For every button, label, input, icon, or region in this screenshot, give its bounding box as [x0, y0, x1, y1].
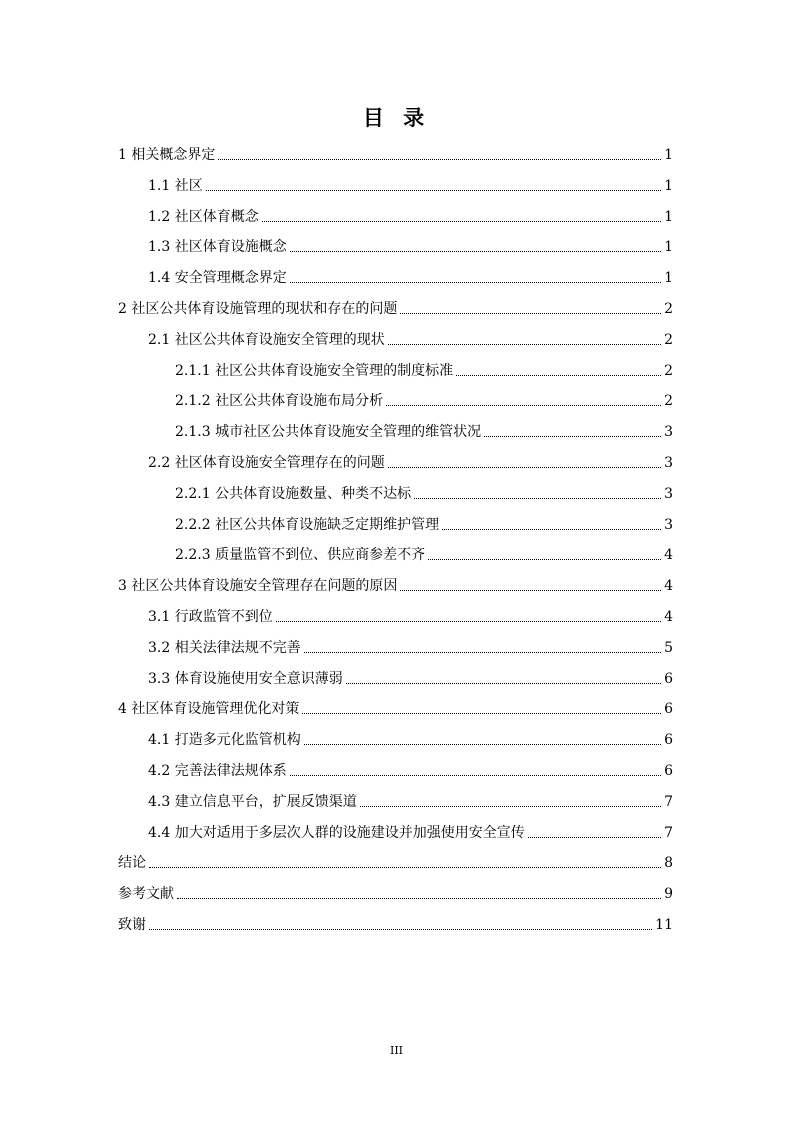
dot-leader [346, 683, 661, 684]
toc-entry[interactable] [148, 169, 673, 195]
toc-entry[interactable] [148, 723, 673, 749]
toc-entry-page-number: 3 [664, 485, 673, 502]
toc-entry[interactable] [148, 754, 673, 780]
toc-entry[interactable] [118, 569, 673, 595]
toc-entry[interactable] [175, 354, 673, 380]
toc-entry-label: 2.1 社区公共体育设施安全管理的现状 [148, 331, 385, 348]
toc-entry-label: 1.1 社区 [148, 177, 203, 194]
toc-entry[interactable] [148, 200, 673, 226]
toc-entry[interactable] [148, 662, 673, 688]
toc-entry-page-number: 11 [655, 917, 673, 933]
toc-entry[interactable] [175, 477, 673, 503]
toc-entry-page-number: 2 [664, 301, 673, 317]
toc-entry-label: 1 相关概念界定 [118, 147, 216, 163]
toc-entry-page-number: 3 [664, 516, 673, 533]
toc-entry-page-number: 6 [664, 670, 673, 687]
toc-entry-page-number: 3 [664, 455, 673, 471]
toc-entry-label: 2.2.1 公共体育设施数量、种类不达标 [175, 485, 412, 502]
toc-entry-label: 2.2 社区体育设施安全管理存在的问题 [148, 455, 385, 471]
dot-leader [400, 590, 661, 591]
dot-leader [388, 344, 661, 345]
toc-entry-label: 3 社区公共体育设施安全管理存在问题的原因 [118, 578, 398, 595]
toc-entry-page-number: 2 [664, 393, 673, 410]
dot-leader [428, 559, 661, 560]
toc-entry[interactable] [175, 384, 673, 410]
toc-entry[interactable] [175, 415, 673, 441]
toc-entry-page-number: 6 [664, 732, 673, 749]
toc-entry[interactable] [118, 908, 673, 934]
dot-leader [149, 867, 661, 868]
toc-entry-label: 3.2 相关法律法规不完善 [148, 639, 301, 656]
dot-leader [456, 375, 661, 376]
toc-entry-label: 1.3 社区体育设施概念 [148, 239, 287, 256]
dot-leader [442, 529, 661, 530]
toc-entry-page-number: 6 [664, 763, 673, 779]
dot-leader [276, 621, 661, 622]
dot-leader [304, 652, 661, 653]
toc-entry[interactable] [148, 230, 673, 256]
toc-entry[interactable] [148, 323, 673, 349]
toc-entry-page-number: 2 [664, 331, 673, 348]
dot-leader [149, 929, 652, 930]
dot-leader [304, 744, 661, 745]
toc-entry-label: 4.1 打造多元化监管机构 [148, 732, 301, 749]
toc-entry[interactable] [175, 508, 673, 534]
toc-entry-label: 2.2.2 社区公共体育设施缺乏定期维护管理 [175, 516, 440, 533]
dot-leader [484, 436, 661, 437]
dot-leader [262, 221, 661, 222]
toc-entry-page-number: 1 [664, 177, 673, 194]
toc-entry-label: 2.1.3 城市社区公共体育设施安全管理的维管状况 [175, 424, 482, 441]
dot-leader [388, 467, 661, 468]
toc-entry-page-number: 3 [664, 424, 673, 441]
dot-leader [400, 313, 661, 314]
dot-leader [360, 806, 661, 807]
toc-entry-label: 2.2.3 质量监管不到位、供应商参差不齐 [175, 547, 426, 564]
toc-entry-label: 4.3 建立信息平台，扩展反馈渠道 [148, 793, 357, 810]
toc-entry-label: 致谢 [118, 917, 146, 933]
toc-entry[interactable] [148, 600, 673, 626]
dot-leader [177, 898, 661, 899]
toc-entry[interactable] [175, 538, 673, 564]
toc-entry-page-number: 4 [664, 547, 673, 564]
toc-entry[interactable] [118, 138, 673, 164]
toc-entry-page-number: 8 [664, 855, 673, 872]
toc-entry[interactable] [148, 631, 673, 657]
toc-entry[interactable] [118, 846, 673, 872]
toc-entry-page-number: 1 [664, 147, 673, 163]
toc-entry-label: 3.3 体育设施使用安全意识薄弱 [148, 670, 343, 687]
toc-entry-page-number: 7 [664, 793, 673, 810]
toc-entry-page-number: 1 [664, 270, 673, 287]
toc-entry-label: 4.2 完善法律法规体系 [148, 763, 287, 779]
dot-leader [290, 282, 661, 283]
toc-entry[interactable] [148, 261, 673, 287]
toc-entry[interactable] [118, 877, 673, 903]
toc-entry-page-number: 6 [664, 701, 673, 718]
dot-leader [302, 713, 661, 714]
dot-leader [386, 405, 661, 406]
page-number-footer: III [389, 1044, 404, 1057]
toc-entry-page-number: 4 [664, 609, 673, 625]
toc-entry-label: 1.4 安全管理概念界定 [148, 270, 287, 287]
toc-entry-label: 2.1.2 社区公共体育设施布局分析 [175, 393, 384, 410]
toc-entry-page-number: 1 [664, 239, 673, 256]
dot-leader [206, 190, 661, 191]
toc-entry[interactable] [148, 446, 673, 472]
toc-entry-label: 2 社区公共体育设施管理的现状和存在的问题 [118, 301, 398, 317]
toc-entry-page-number: 9 [664, 886, 673, 903]
toc-entry[interactable] [148, 785, 673, 811]
dot-leader [528, 837, 661, 838]
toc-entry-label: 4.4 加大对适用于多层次人群的设施建设并加强使用安全宣传 [148, 824, 525, 841]
page-title: 目 录 [362, 106, 431, 130]
toc-entry-label: 结论 [118, 855, 146, 872]
toc-entry-label: 3.1 行政监管不到位 [148, 609, 273, 625]
toc-entry-page-number: 7 [664, 824, 673, 841]
toc-entry[interactable] [118, 292, 673, 318]
toc-entry[interactable] [118, 692, 673, 718]
dot-leader [414, 498, 661, 499]
toc-entry-page-number: 5 [664, 639, 673, 656]
toc-entry[interactable] [148, 816, 673, 842]
dot-leader [218, 159, 661, 160]
toc-entry-page-number: 2 [664, 362, 673, 379]
toc-entry-label: 2.1.1 社区公共体育设施安全管理的制度标准 [175, 362, 454, 379]
toc-entry-label: 4 社区体育设施管理优化对策 [118, 701, 300, 718]
toc-entry-label: 参考文献 [118, 886, 174, 903]
dot-leader [290, 251, 661, 252]
toc-entry-label: 1.2 社区体育概念 [148, 208, 259, 225]
toc-entry-page-number: 4 [664, 578, 673, 595]
toc-entry-page-number: 1 [664, 208, 673, 225]
dot-leader [290, 775, 661, 776]
